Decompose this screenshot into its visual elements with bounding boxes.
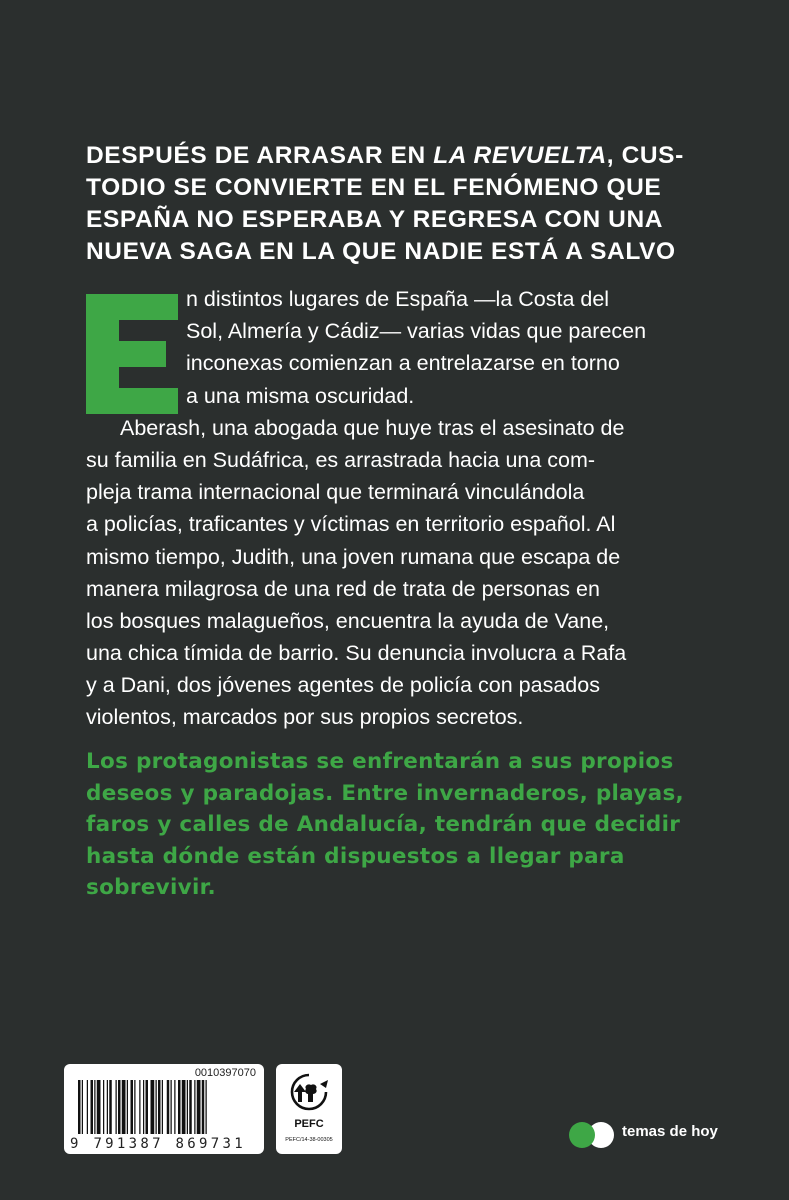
barcode-bar xyxy=(178,1080,181,1134)
barcode-bar xyxy=(122,1080,126,1134)
paragraph2-line: manera milagrosa de una red de trata de personas en xyxy=(86,576,600,601)
barcode-bar xyxy=(206,1080,207,1134)
paragraph1-line: n distintos lugares de España —la Costa del xyxy=(186,287,610,311)
barcode-bar xyxy=(116,1080,117,1134)
paragraph2-line: pleja trama internacional que terminará vinculándola xyxy=(86,480,585,505)
barcode-bar xyxy=(78,1080,81,1134)
barcode-bar xyxy=(146,1080,149,1134)
synopsis-body xyxy=(86,283,706,734)
temas-de-hoy-circles-icon xyxy=(568,1118,618,1152)
barcode-bar xyxy=(197,1080,201,1134)
pefc-code: PEFC/14-38-00305 xyxy=(285,1137,333,1143)
barcode-bar xyxy=(107,1080,108,1134)
headline-line-2: TODIO SE CONVIERTE EN EL FENÓMENO QUE xyxy=(86,174,662,201)
paragraph2-line: a policías, traficantes y víctimas en territorio español. Al xyxy=(86,512,616,537)
barcode-bar xyxy=(174,1080,175,1134)
barcode-bar xyxy=(87,1080,88,1134)
headline xyxy=(86,140,706,268)
headline-line-4: NUEVA SAGA EN LA QUE NADIE ESTÁ A SALVO xyxy=(86,238,676,265)
paragraph2-line: una chica tímida de barrio. Su denuncia involucra a Rafa xyxy=(86,641,627,666)
barcode-bar xyxy=(162,1080,163,1134)
isbn-barcode xyxy=(64,1064,264,1154)
paragraph2-line: mismo tiempo, Judith, una joven rumana que escapa de xyxy=(86,544,621,569)
barcode-bar xyxy=(91,1080,94,1134)
barcode-bar xyxy=(134,1080,135,1134)
closing-highlight xyxy=(86,746,716,904)
paragraph2-line: violentos, marcados por sus propios secretos. xyxy=(86,705,524,730)
headline-line-3: ESPAÑA NO ESPERABA Y REGRESA CON UNA xyxy=(86,206,664,233)
paragraph2-line: y a Dani, dos jóvenes agentes de policía con pasados xyxy=(86,673,600,698)
closing-line: faros y calles de Andalucía, tendrán que decidir xyxy=(86,812,681,837)
pefc-label: PEFC xyxy=(294,1118,324,1130)
pefc-badge xyxy=(276,1064,342,1154)
barcode-digits: 9 791387 869731 xyxy=(70,1136,246,1152)
barcode-bar xyxy=(109,1080,112,1134)
paragraph1-line: a una misma oscuridad. xyxy=(186,383,415,408)
barcode-bar xyxy=(167,1080,170,1134)
barcode-bar xyxy=(187,1080,188,1134)
barcode-bar xyxy=(94,1080,95,1134)
barcode-bar xyxy=(182,1080,186,1134)
closing-line: deseos y paradojas. Entre invernaderos, playas, xyxy=(86,780,685,806)
barcode-bar xyxy=(82,1080,83,1134)
barcode-bar xyxy=(194,1080,195,1134)
headline-suffix: , CUS- xyxy=(606,142,684,169)
book-title-reference: LA REVUELTA xyxy=(433,142,607,169)
headline-line-1 xyxy=(86,140,706,172)
paragraph1-line: inconexas comienzan a entrelazarse en torno xyxy=(186,351,620,376)
publisher-name: temas de hoy xyxy=(622,1123,718,1140)
paragraph2-line: Aberash, una abogada que huye tras el asesinato de xyxy=(120,415,625,440)
barcode-bars-icon xyxy=(78,1080,254,1134)
barcode-bar xyxy=(139,1080,140,1134)
publisher-logo xyxy=(568,1118,748,1152)
closing-line: hasta dónde están dispuestos a llegar para xyxy=(86,843,625,869)
barcode-bar xyxy=(143,1080,144,1134)
headline-prefix: DESPUÉS DE ARRASAR EN xyxy=(86,142,434,169)
paragraph2-line: los bosques malagueños, encuentra la ayuda de Vane, xyxy=(86,608,610,633)
barcode-bar xyxy=(118,1080,121,1134)
barcode-top-code: 0010397070 xyxy=(194,1067,256,1079)
barcode-bar xyxy=(171,1080,172,1134)
barcode-bar xyxy=(189,1080,192,1134)
paragraph1-line: Sol, Almería y Cádiz— varias vidas que parecen xyxy=(186,319,647,344)
closing-line: sobrevivir. xyxy=(86,875,216,900)
paragraph2-line: su familia en Sudáfrica, es arrastrada hacia una com- xyxy=(86,447,596,472)
barcode-bar xyxy=(158,1080,161,1134)
barcode-bar xyxy=(127,1080,128,1134)
barcode-bar xyxy=(202,1080,205,1134)
barcode-bar xyxy=(103,1080,104,1134)
closing-line: Los protagonistas se enfrentarán a sus propios xyxy=(86,749,674,774)
barcode-bar xyxy=(97,1080,101,1134)
barcode-bar xyxy=(151,1080,155,1134)
barcode-bar xyxy=(131,1080,134,1134)
pefc-tree-icon xyxy=(276,1064,342,1118)
barcode-bar xyxy=(156,1080,157,1134)
